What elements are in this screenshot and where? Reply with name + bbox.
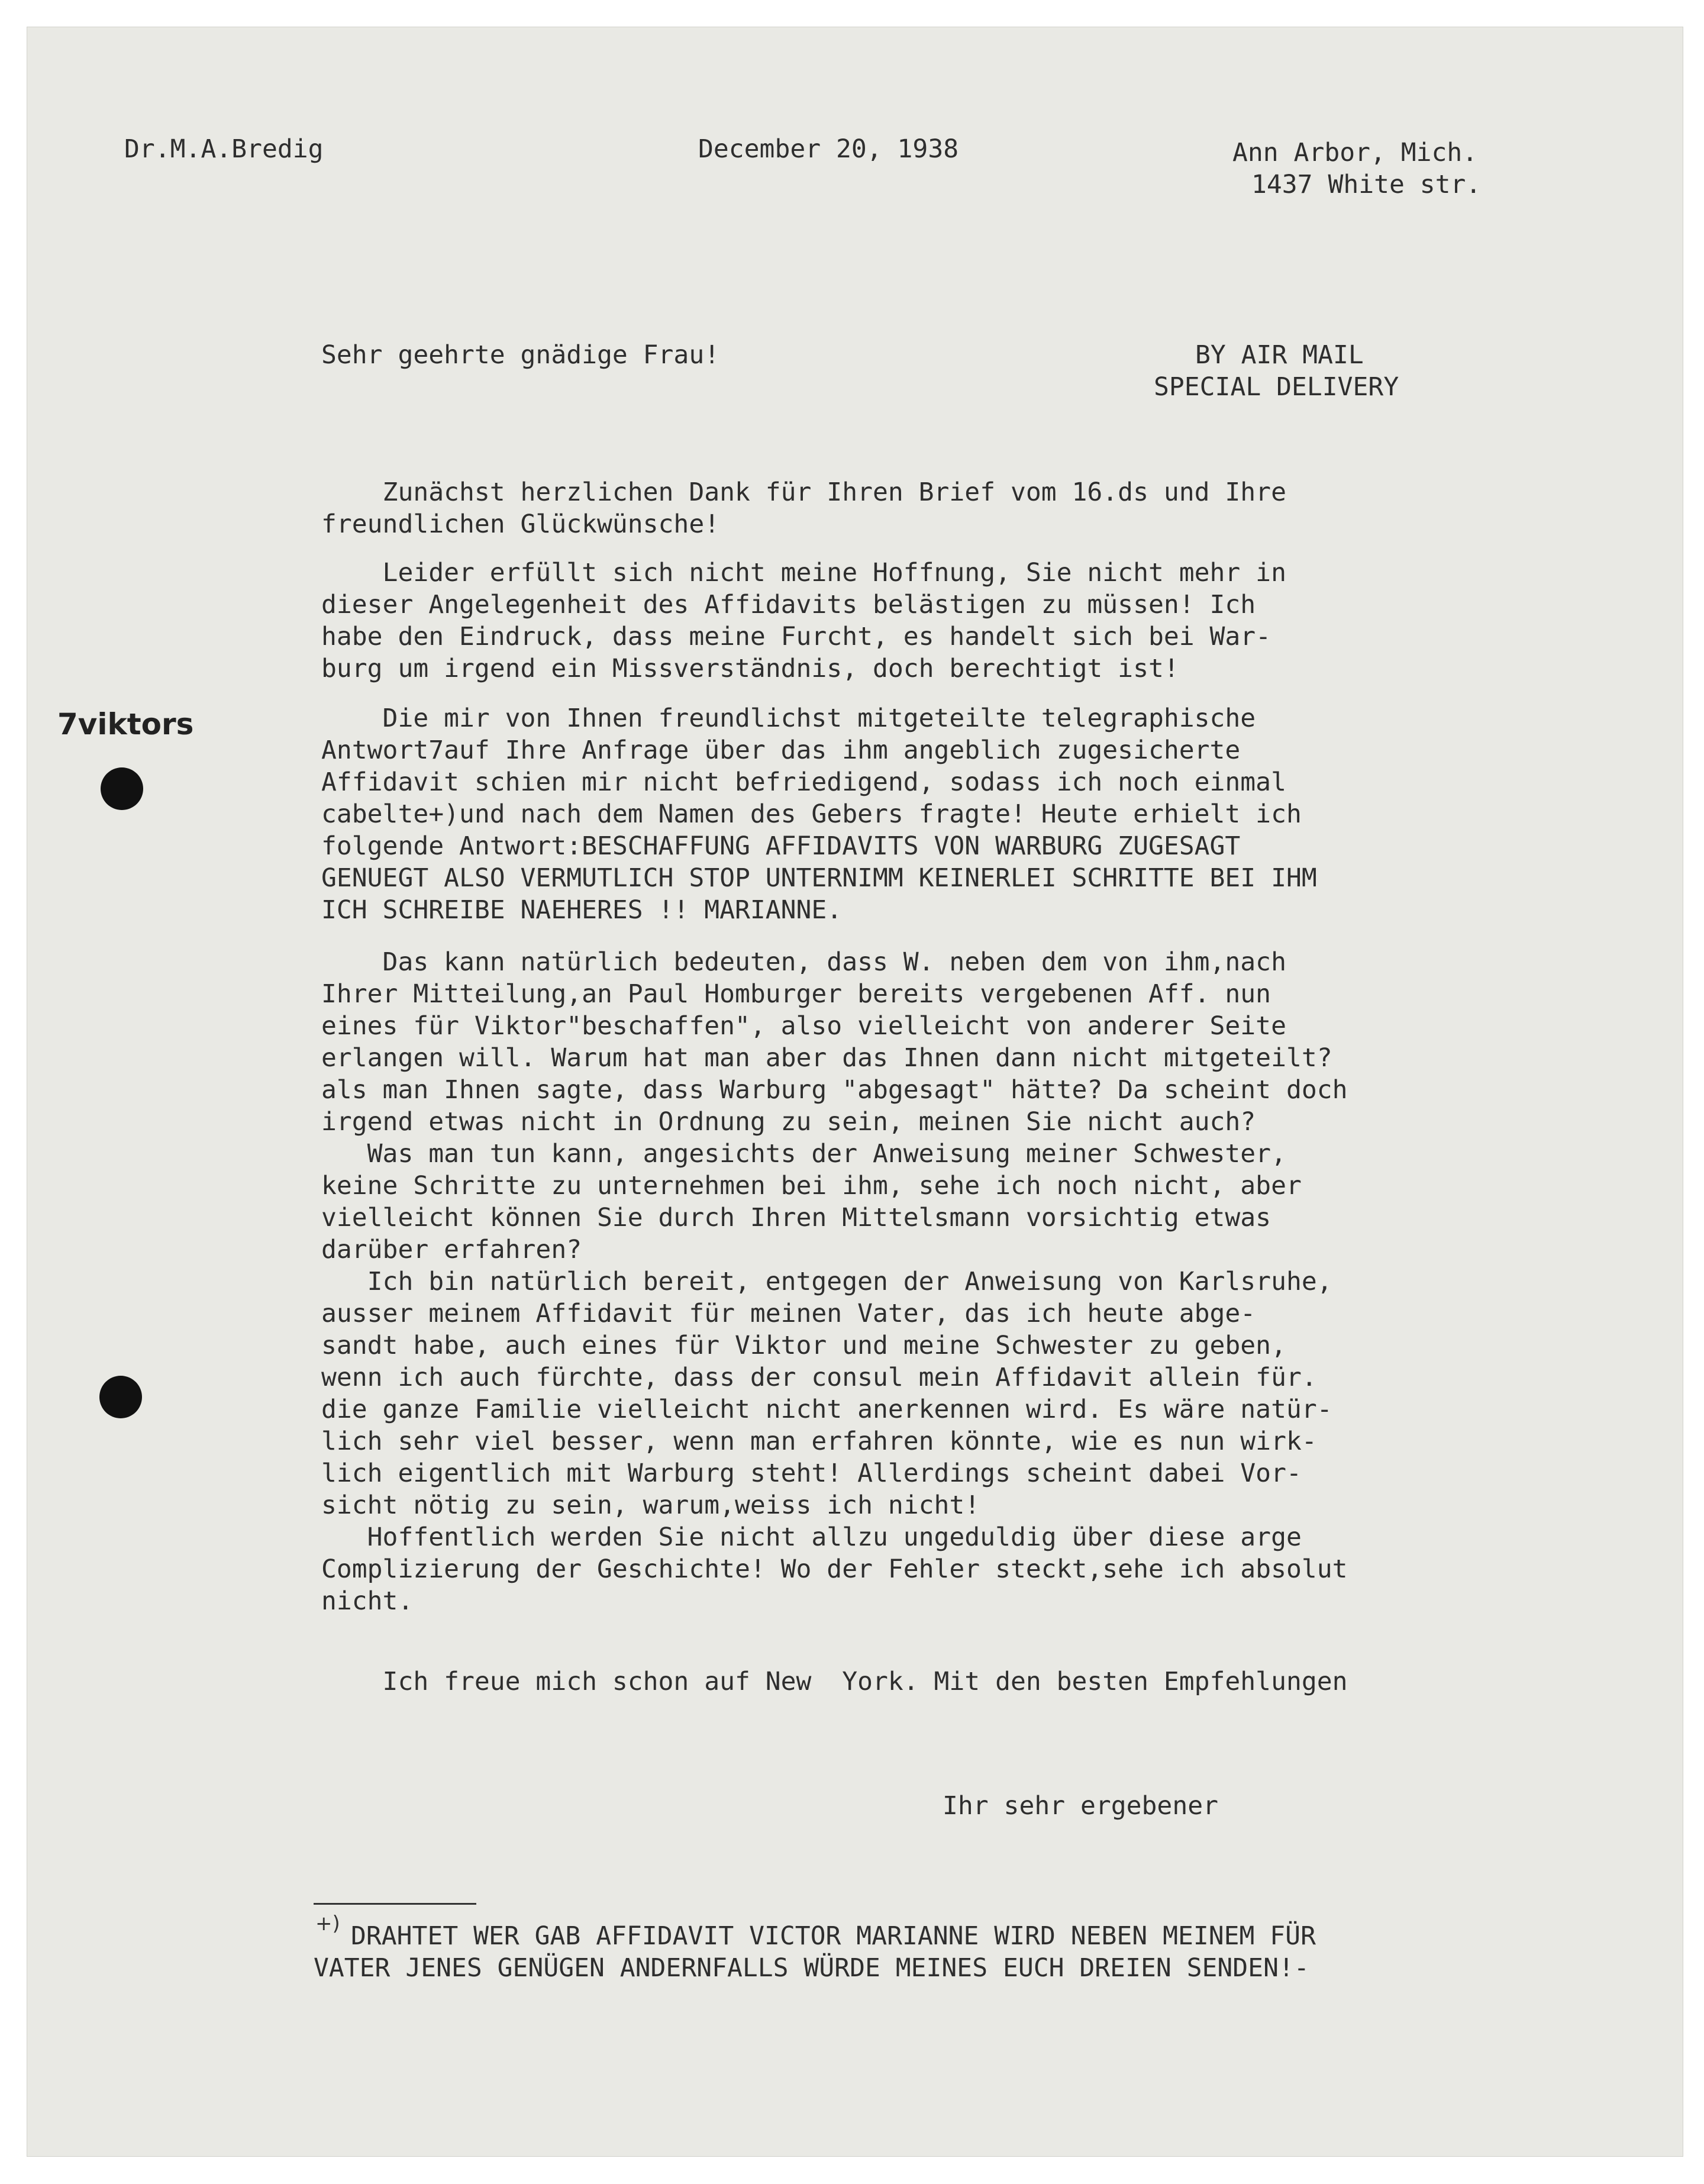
body-line: Ich bin natürlich bereit, entgegen der Anweisung von Karlsruhe,: [321, 1267, 1332, 1296]
punch-hole-bottom: [99, 1376, 142, 1418]
delivery-line-1: BY AIR MAIL: [1195, 340, 1364, 370]
address-line-2: 1437 White str.: [1251, 170, 1482, 199]
salutation: Sehr geehrte gnädige Frau!: [321, 340, 720, 370]
body-line: sicht nötig zu sein, warum,weiss ich nicht!: [321, 1491, 980, 1520]
body-line: sandt habe, auch eines für Viktor und meine Schwester zu geben,: [321, 1331, 1286, 1360]
body-line: Was man tun kann, angesichts der Anweisung meiner Schwester,: [321, 1139, 1286, 1169]
footnote-rule: [314, 1903, 476, 1905]
footnote-line-1: DRAHTET WER GAB AFFIDAVIT VICTOR MARIANNE WIRD NEBEN MEINEM FÜR: [351, 1921, 1316, 1951]
body-line: nicht.: [321, 1586, 414, 1616]
body-line: folgende Antwort:BESCHAFFUNG AFFIDAVITS VON WARBURG ZUGESAGT: [321, 831, 1241, 861]
body-line: erlangen will. Warum hat man aber das Ihnen dann nicht mitgeteilt?: [321, 1043, 1332, 1073]
letter-page: [27, 27, 1683, 2157]
body-line: Ich freue mich schon auf New York. Mit den besten Empfehlungen: [321, 1667, 1348, 1696]
closing: Ihr sehr ergebener: [943, 1791, 1218, 1821]
body-line: lich eigentlich mit Warburg steht! Allerdings scheint dabei Vor-: [321, 1459, 1302, 1488]
body-line: Complizierung der Geschichte! Wo der Fehler steckt,sehe ich absolut: [321, 1554, 1348, 1584]
body-line: wenn ich auch fürchte, dass der consul mein Affidavit allein für.: [321, 1363, 1317, 1392]
body-line: darüber erfahren?: [321, 1235, 582, 1264]
body-line: lich sehr viel besser, wenn man erfahren könnte, wie es nun wirk-: [321, 1427, 1317, 1456]
body-line: eines für Viktor"beschaffen", also vielleicht von anderer Seite: [321, 1011, 1286, 1041]
punch-hole-top: [101, 767, 143, 810]
footnote-marker: +): [315, 1912, 340, 1935]
body-line: Affidavit schien mir nicht befriedigend, sodass ich noch einmal: [321, 767, 1286, 797]
body-line: Zunächst herzlichen Dank für Ihren Brief vom 16.ds und Ihre: [321, 478, 1286, 507]
body-line: burg um irgend ein Missverständnis, doch berechtigt ist!: [321, 654, 1179, 683]
sender-name: Dr.M.A.Bredig: [124, 134, 324, 164]
body-line: freundlichen Glückwünsche!: [321, 509, 720, 539]
body-line: cabelte+)und nach dem Namen des Gebers fragte! Heute erhielt ich: [321, 799, 1302, 829]
body-line: habe den Eindruck, dass meine Furcht, es handelt sich bei War-: [321, 622, 1271, 651]
letter-date: December 20, 1938: [698, 134, 959, 164]
delivery-line-2: SPECIAL DELIVERY: [1154, 372, 1399, 402]
body-line: keine Schritte zu unternehmen bei ihm, sehe ich noch nicht, aber: [321, 1171, 1302, 1201]
footnote-line-2: VATER JENES GENÜGEN ANDERNFALLS WÜRDE MEINES EUCH DREIEN SENDEN!-: [314, 1953, 1309, 1983]
body-line: irgend etwas nicht in Ordnung zu sein, meinen Sie nicht auch?: [321, 1107, 1256, 1137]
body-line: vielleicht können Sie durch Ihren Mittelsmann vorsichtig etwas: [321, 1203, 1271, 1233]
body-line: Antwort7auf Ihre Anfrage über das ihm angeblich zugesicherte: [321, 735, 1241, 765]
body-line: Das kann natürlich bedeuten, dass W. neben dem von ihm,nach: [321, 947, 1286, 977]
body-line: als man Ihnen sagte, dass Warburg "abgesagt" hätte? Da scheint doch: [321, 1075, 1348, 1105]
body-line: Leider erfüllt sich nicht meine Hoffnung, Sie nicht mehr in: [321, 558, 1286, 588]
body-line: Hoffentlich werden Sie nicht allzu ungeduldig über diese arge: [321, 1522, 1302, 1552]
body-line: ausser meinem Affidavit für meinen Vater, das ich heute abge-: [321, 1299, 1256, 1328]
body-line: die ganze Familie vielleicht nicht anerkennen wird. Es wäre natür-: [321, 1395, 1332, 1424]
body-line: Die mir von Ihnen freundlichst mitgeteilte telegraphische: [321, 704, 1256, 733]
margin-note: 7viktors: [57, 707, 194, 741]
body-line: Ihrer Mitteilung,an Paul Homburger bereits vergebenen Aff. nun: [321, 979, 1271, 1009]
body-line: GENUEGT ALSO VERMUTLICH STOP UNTERNIMM KEINERLEI SCHRITTE BEI IHM: [321, 863, 1317, 893]
address-line-1: Ann Arbor, Mich.: [1232, 138, 1478, 167]
body-line: ICH SCHREIBE NAEHERES !! MARIANNE.: [321, 895, 843, 925]
body-line: dieser Angelegenheit des Affidavits belästigen zu müssen! Ich: [321, 590, 1256, 620]
